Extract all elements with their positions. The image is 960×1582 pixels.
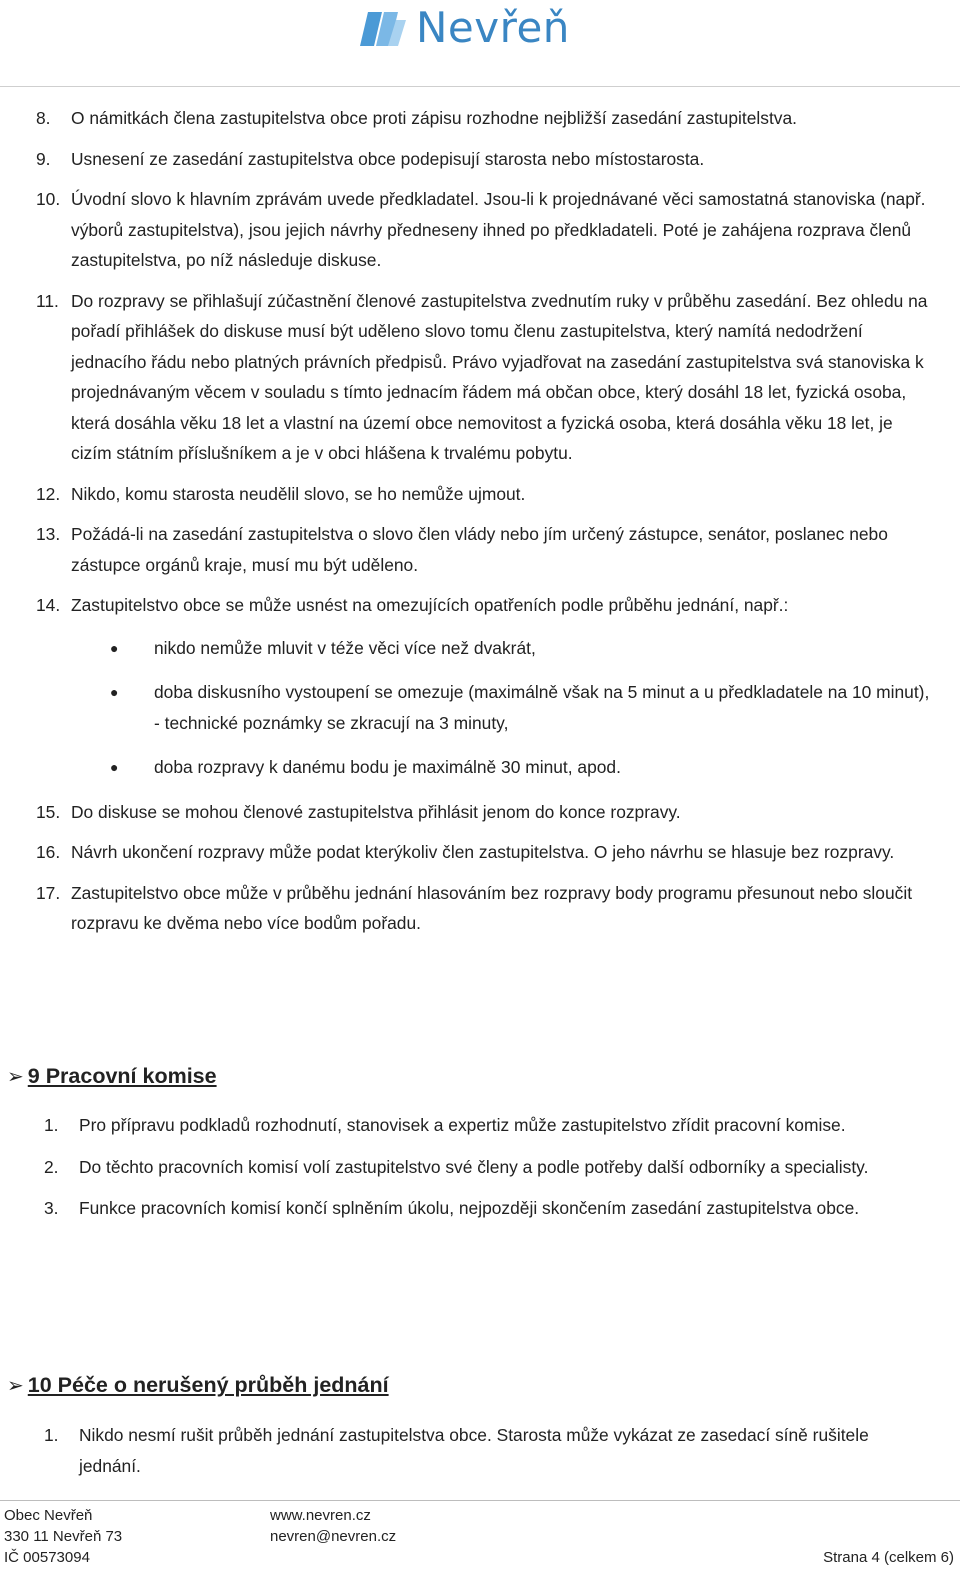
item-text: Usnesení ze zasedání zastupitelstva obce podepisují starosta nebo místostarosta. xyxy=(71,148,705,169)
section-heading xyxy=(7,1064,217,1089)
list-item xyxy=(36,103,936,134)
item-number: 13. xyxy=(36,524,61,544)
item-number: 17. xyxy=(36,882,61,903)
bullet-icon: ● xyxy=(110,684,119,700)
item-text: Nikdo nesmí rušit průběh jednání zastupitelstva obce. Starosta může vykázat ze zasedací síně rušitele jednání. xyxy=(79,1425,869,1476)
item-number: 2. xyxy=(44,1156,59,1177)
section-heading xyxy=(7,1373,389,1398)
bullet-text: doba rozpravy k danému bodu je maximálně 30 minut, apod. xyxy=(154,757,621,777)
item-text: Požádá-li na zasedání zastupitelstva o slovo člen vlády nebo jím určený zástupce, senátor, poslanec nebo zástupce orgánů kraje, musí mu být uděleno. xyxy=(71,524,888,575)
item-number: 1. xyxy=(44,1425,59,1445)
item-text: Funkce pracovních komisí končí splněním úkolu, nejpozději skončením zasedání zastupitelstva obce. xyxy=(79,1198,860,1218)
item-number: 1. xyxy=(44,1115,59,1135)
logo xyxy=(358,2,570,54)
item-text: Do rozpravy se přihlašují zúčastnění členové zastupitelstva zvednutím ruky v průběhu zasedání. Bez ohledu na pořadí přihlášek do diskuse musí být uděleno slovo tomu členu zastupitelstva, který namítá nedodržení jednacího řádu nebo platných právních předpisů. Právo vyjadřovat na zasedání zastupitelstva svá stanoviska k projednávaným věcem v souladu s tímto jednacím řádem má občan obce, který dosáhl 18 let, fyzická osoba, která dosáhla věku 18 let a vlastní na území obce nemovitost a fyzická osoba, která dosáhla věku 18 let, je cizím státním příslušníkem a je v obci hlášena k trvalému pobytu. xyxy=(71,290,928,463)
list-item xyxy=(44,1193,924,1224)
item-text: Do diskuse se mohou členové zastupitelstva přihlásit jenom do konce rozpravy. xyxy=(71,801,681,822)
footer-contact xyxy=(270,1505,396,1547)
arrow-icon: ➢ xyxy=(7,1375,24,1397)
item-number: 15. xyxy=(36,801,61,822)
list-item xyxy=(44,1110,924,1141)
footer-email-link[interactable]: nevren@nevren.cz xyxy=(270,1528,397,1545)
page-header xyxy=(0,0,960,87)
item-text: Nikdo, komu starosta neudělil slovo, se ho nemůže ujmout. xyxy=(71,483,526,504)
list-item xyxy=(44,1152,924,1183)
list-item xyxy=(36,184,936,276)
list-item xyxy=(36,878,936,939)
list-item xyxy=(36,144,936,175)
page-footer xyxy=(0,1500,960,1566)
bullet-icon: ● xyxy=(110,759,119,775)
list-item xyxy=(36,479,936,510)
bullet-item xyxy=(110,752,936,783)
bullet-item xyxy=(110,677,936,738)
arrow-icon: ➢ xyxy=(7,1066,24,1088)
item-text: Pro přípravu podkladů rozhodnutí, stanovisek a expertiz může zastupitelstvo zřídit pracovní komise. xyxy=(79,1115,846,1135)
item-number: 10. xyxy=(36,189,61,209)
item-number: 3. xyxy=(44,1198,59,1218)
footer-street: 330 11 Nevřeň 73 xyxy=(4,1528,123,1545)
item-number: 11. xyxy=(36,290,59,311)
list-item xyxy=(36,797,936,828)
section-title: 10 Péče o nerušený průběh jednání xyxy=(27,1373,389,1397)
bullet-item xyxy=(110,633,936,664)
item-number: 14. xyxy=(36,595,61,615)
section-title: 9 Pracovní komise xyxy=(27,1064,217,1088)
section-list xyxy=(44,1110,924,1224)
item-text: O námitkách člena zastupitelstva obce proti zápisu rozhodne nejbližší zasedání zastupitelstva. xyxy=(71,108,797,128)
list-item xyxy=(36,837,936,868)
item-number: 16. xyxy=(36,842,61,862)
list-item xyxy=(44,1420,924,1481)
bullet-icon: ● xyxy=(110,639,119,656)
item-number: 8. xyxy=(36,108,51,128)
footer-web-link[interactable]: www.nevren.cz xyxy=(270,1507,371,1524)
list-item xyxy=(36,519,936,580)
section-list xyxy=(44,1420,924,1481)
footer-ico: IČ 00573094 xyxy=(4,1549,90,1566)
item-text: Návrh ukončení rozpravy může podat kterýkoliv člen zastupitelstva. O jeho návrhu se hlasuje bez rozpravy. xyxy=(71,842,895,862)
bullet-list xyxy=(36,633,936,783)
item-text: Zastupitelstvo obce může v průběhu jednání hlasováním bez rozpravy body programu přesunout nebo sloučit rozpravu ke dvěma nebo více bodům pořadu. xyxy=(71,882,913,933)
page-number: Strana 4 (celkem 6) xyxy=(823,1549,954,1566)
item-text: Zastupitelstvo obce se může usnést na omezujících opatřeních podle průběhu jednání, např.: xyxy=(71,595,789,615)
item-number: 12. xyxy=(36,483,61,504)
bullet-text: nikdo nemůže mluvit v téže věci více než dvakrát, xyxy=(154,637,536,658)
list-item xyxy=(36,590,936,621)
item-text: Úvodní slovo k hlavním zprávám uvede předkladatel. Jsou-li k projednávané věci samostatná stanoviska (např. výborů zastupitelstva), jsou jejich návrhy předneseny ihned po předkladateli. Poté je zahájena rozprava členů zastupitelstva, po níž následuje diskuse. xyxy=(71,189,926,270)
logo-mark-icon xyxy=(358,6,408,50)
item-text: Do těchto pracovních komisí volí zastupitelstvo své členy a podle potřeby další odborníky a specialisty. xyxy=(79,1156,869,1177)
logo-text: Nevřeň xyxy=(416,3,570,52)
bullet-text: doba diskusního vystoupení se omezuje (maximálně však na 5 minut a u předkladatele na 10 minut), - technické poznámky se zkracují na 3 minuty, xyxy=(154,682,930,733)
list-item xyxy=(36,286,936,469)
footer-org: Obec Nevřeň xyxy=(4,1507,93,1524)
item-number: 9. xyxy=(36,148,51,169)
footer-address xyxy=(4,1505,122,1568)
document-body xyxy=(36,103,936,939)
